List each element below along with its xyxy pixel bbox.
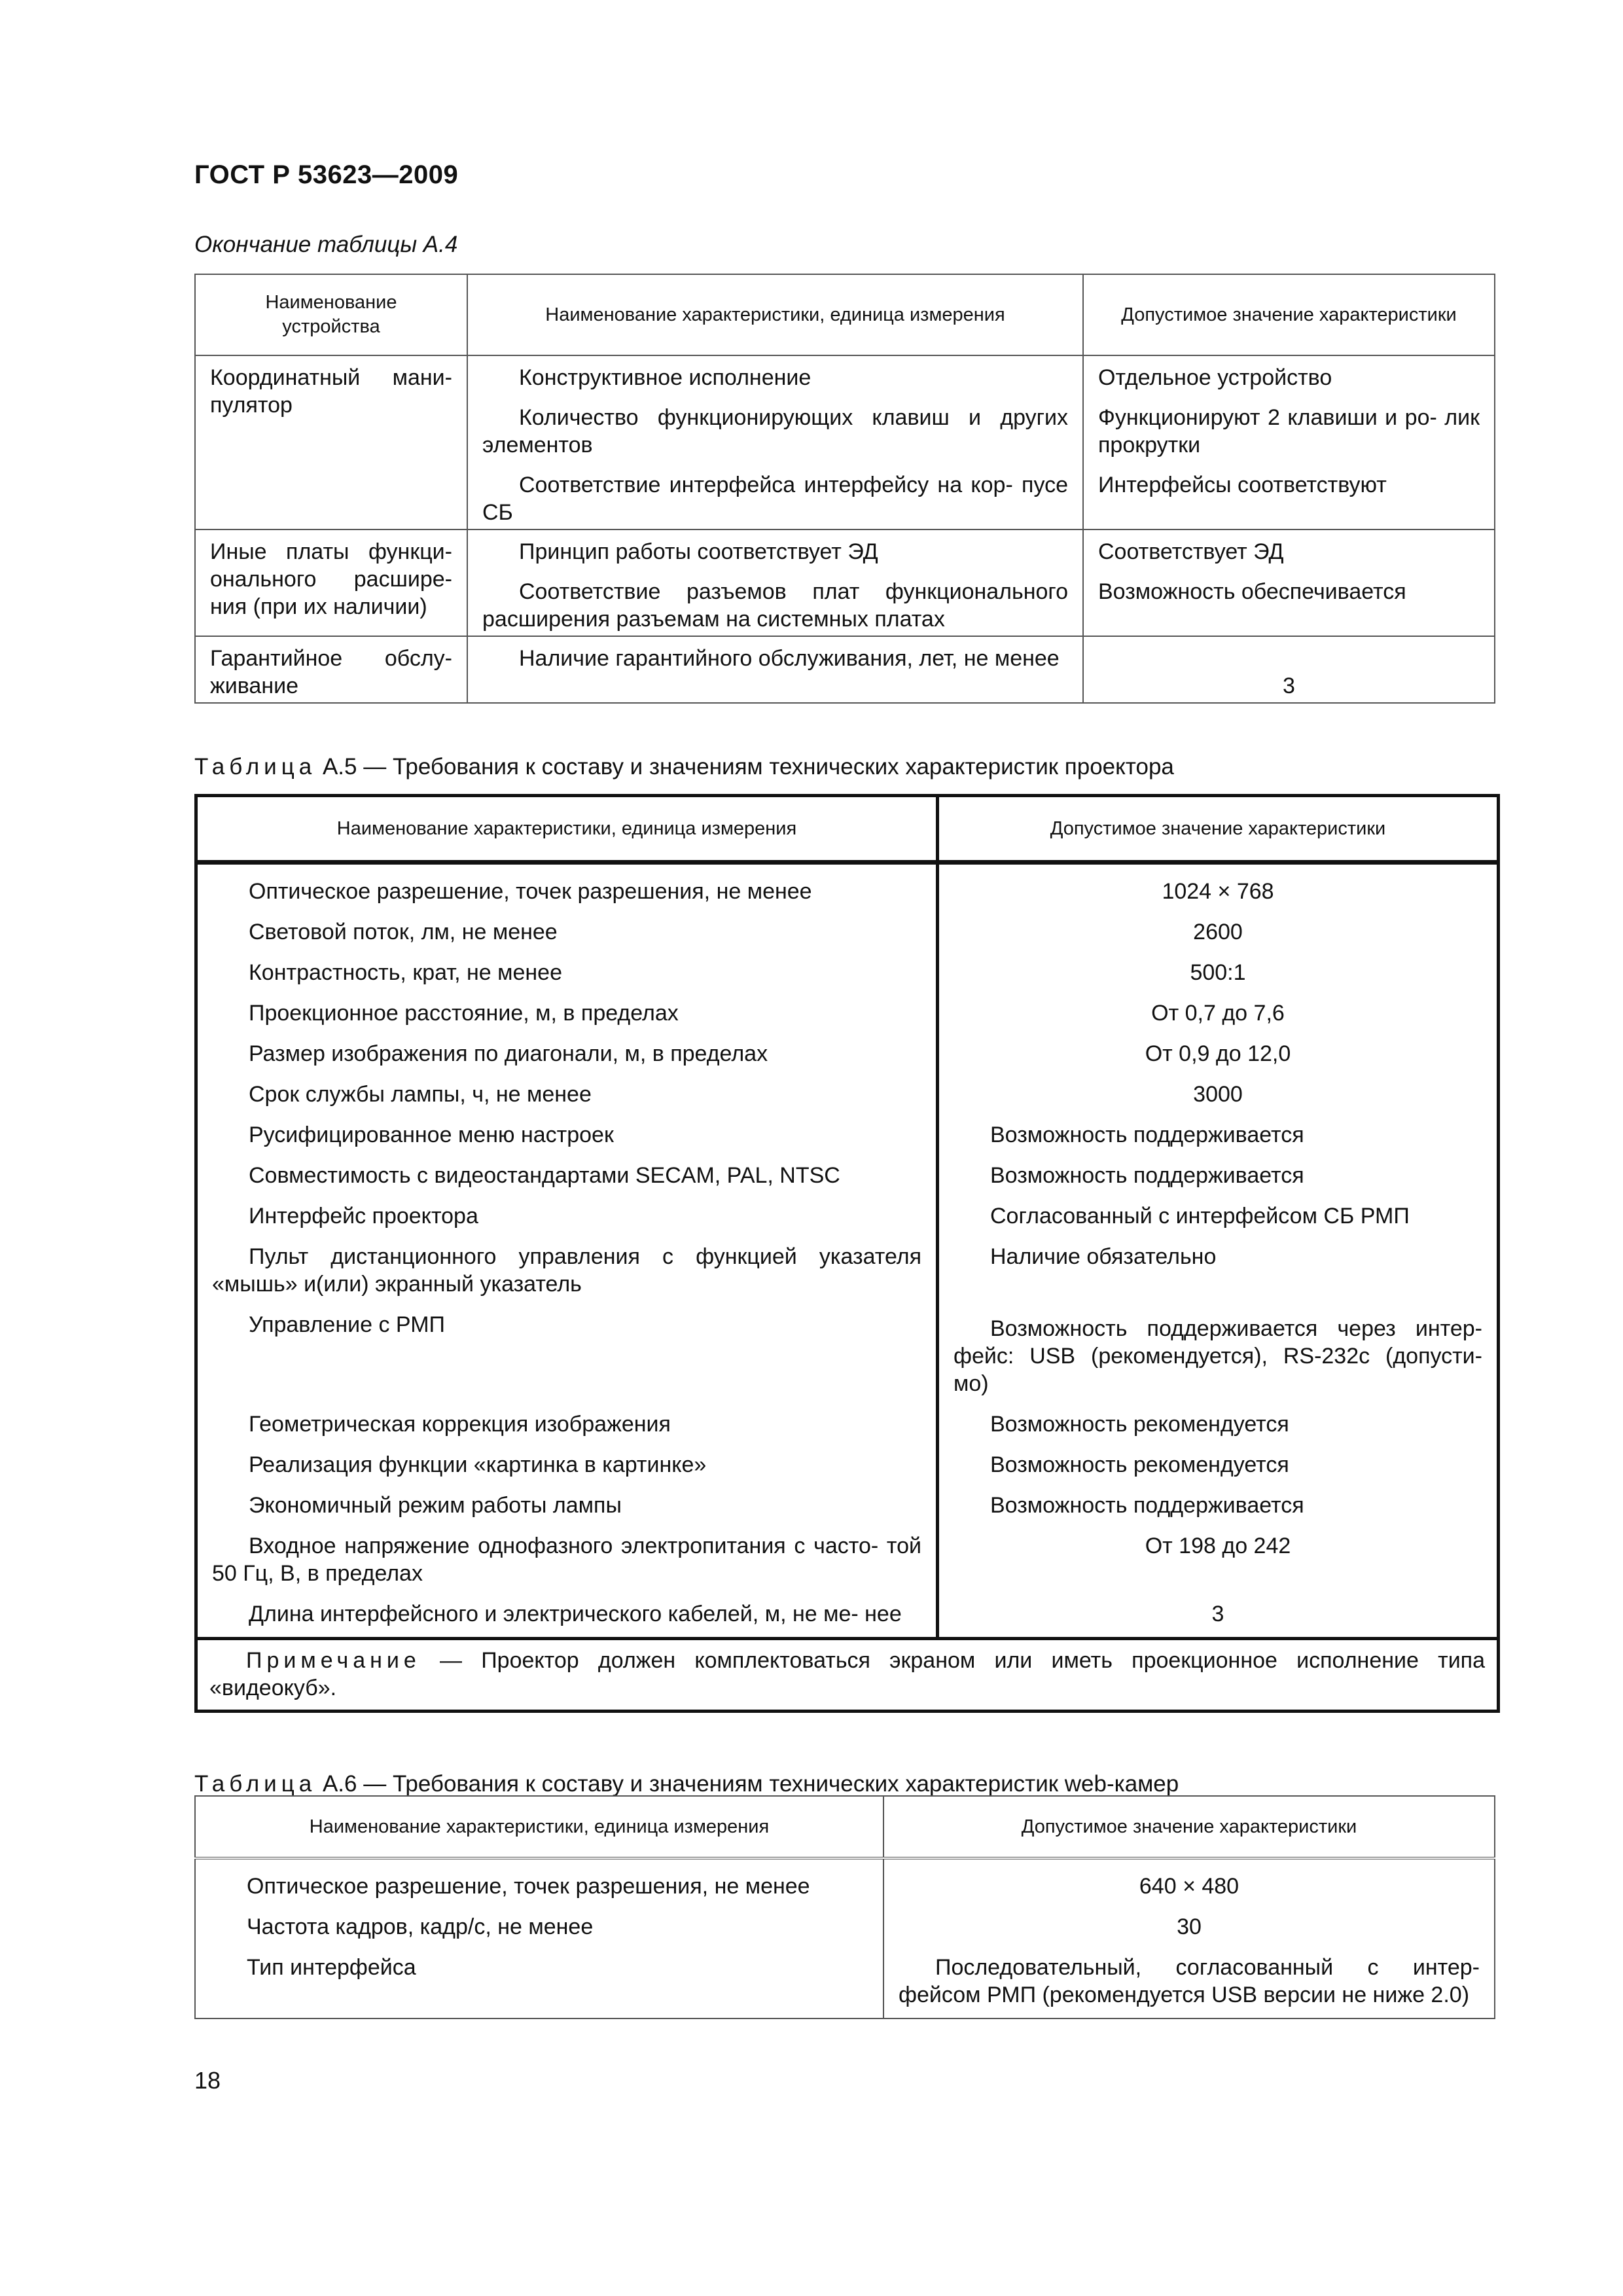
table-a5 [194, 794, 1500, 1713]
characteristic-value: От 198 до 242 [938, 1528, 1499, 1596]
table-row [195, 1909, 1495, 1950]
characteristic-name: Совместимость с видеостандартами SECAM, PAL, NTSC [249, 1163, 840, 1188]
characteristic-value: Соответствует ЭД [1098, 539, 1284, 564]
table-row [196, 1117, 1499, 1158]
characteristic-value: Возможность поддерживается [938, 1158, 1499, 1198]
table-row [196, 863, 1499, 915]
characteristic-value: 640 × 480 [883, 1858, 1495, 1909]
characteristic-name: Проекционное расстояние, м, в пределах [249, 1001, 679, 1026]
characteristic-name: Экономичный режим работы лампы [249, 1493, 622, 1518]
table-row [196, 1488, 1499, 1528]
characteristic-value: От 0,9 до 12,0 [938, 1036, 1499, 1077]
value-cell [1083, 636, 1495, 703]
characteristic-name: Соответствие интерфейса интерфейсу на кор- пусе СБ [482, 473, 1068, 525]
characteristic-cell [467, 529, 1083, 636]
table-row [196, 1596, 1499, 1639]
characteristic-value: Интерфейсы соответствуют [1098, 473, 1387, 497]
characteristic-name: Длина интерфейсного и электрического кабелей, м, не ме- нее [249, 1602, 902, 1626]
characteristic-name: Реализация функции «картинка в картинке» [249, 1452, 707, 1477]
characteristic-name: Частота кадров, кадр/с, не менее [247, 1914, 594, 1939]
table-a4-caption: Окончание таблицы А.4 [194, 232, 458, 257]
characteristic-value: Функционируют 2 клавиши и ро- лик прокрутки [1098, 405, 1480, 457]
characteristic-value: 30 [883, 1909, 1495, 1950]
characteristic-name: Конструктивное исполнение [519, 365, 812, 390]
device-name: Гарантийное обслу- живание [210, 646, 452, 698]
characteristic-value: 3 [938, 1596, 1499, 1639]
column-header-device: Наименование устройства [195, 274, 467, 355]
table-row [196, 1036, 1499, 1077]
table-a6 [194, 1795, 1495, 2019]
characteristic-name: Принцип работы соответствует ЭД [519, 539, 878, 564]
characteristic-value: 2600 [938, 914, 1499, 955]
table-label: Таблица [194, 1771, 317, 1797]
table-title: А.5 — Требования к составу и значениям технических характеристик проектора [316, 754, 1174, 780]
characteristic-value: Возможность рекомендуется [938, 1407, 1499, 1447]
table-row [196, 1198, 1499, 1239]
table-a6-caption [194, 1771, 1179, 1797]
table-note-row [196, 1639, 1499, 1712]
page-number: 18 [194, 2067, 221, 2094]
characteristic-value: Отдельное устройство [1098, 365, 1332, 390]
characteristic-value: Возможность поддерживается через интер- фейс: USB (рекомендуется), RS-232c (допусти- мо) [938, 1307, 1499, 1407]
value-cell [1083, 529, 1495, 636]
table-note [196, 1639, 1499, 1712]
characteristic-name: Оптическое разрешение, точек разрешения, не менее [247, 1874, 810, 1899]
column-header-characteristic: Наименование характеристики, единица измерения [195, 1796, 883, 1858]
characteristic-name: Наличие гарантийного обслуживания, лет, не менее [519, 646, 1060, 671]
characteristic-name: Количество функционирующих клавиш и других элементов [482, 405, 1068, 457]
table-header-row [195, 1796, 1495, 1858]
characteristic-name: Русифицированное меню настроек [249, 1122, 614, 1147]
characteristic-value: 1024 × 768 [938, 863, 1499, 915]
table-title: А.6 — Требования к составу и значениям технических характеристик web-камер [316, 1771, 1179, 1797]
table-label: Таблица [194, 754, 317, 780]
table-row [195, 529, 1495, 636]
table-row [196, 955, 1499, 996]
note-label: Примечание [246, 1648, 421, 1673]
characteristic-value: Наличие обязательно [938, 1239, 1499, 1307]
table-row [195, 636, 1495, 703]
value-cell [1083, 355, 1495, 529]
characteristic-name: Тип интерфейса [247, 1955, 416, 1980]
characteristic-value: Возможность поддерживается [938, 1488, 1499, 1528]
characteristic-name: Световой поток, лм, не менее [249, 920, 558, 944]
column-header-characteristic: Наименование характеристики, единица измерения [196, 796, 938, 863]
table-row [196, 1158, 1499, 1198]
document-header: ГОСТ Р 53623—2009 [194, 160, 459, 189]
characteristic-cell [467, 636, 1083, 703]
table-row [196, 1528, 1499, 1596]
characteristic-value: Последовательный, согласованный с интер- фейсом РМП (рекомендуется USB версии не ниже 2.0) [883, 1950, 1495, 2018]
column-header-value: Допустимое значение характеристики [938, 796, 1499, 863]
characteristic-cell [467, 355, 1083, 529]
table-header-row [195, 274, 1495, 355]
characteristic-name: Пульт дистанционного управления с функцией указателя «мышь» и(или) экранный указатель [212, 1244, 921, 1297]
table-row [195, 1858, 1495, 1909]
table-row [196, 1407, 1499, 1447]
column-header-characteristic: Наименование характеристики, единица измерения [467, 274, 1083, 355]
characteristic-name: Интерфейс проектора [249, 1204, 478, 1229]
note-text: — Проектор должен комплектоваться экраном или иметь проекционное исполнение типа «видеокуб». [209, 1648, 1485, 1700]
characteristic-name: Оптическое разрешение, точек разрешения, не менее [249, 879, 812, 904]
table-row [195, 1950, 1495, 2018]
table-header-row [196, 796, 1499, 863]
characteristic-value: 3 [1283, 673, 1295, 698]
table-row [196, 1077, 1499, 1117]
characteristic-name: Размер изображения по диагонали, м, в пределах [249, 1041, 768, 1066]
table-row [195, 355, 1495, 529]
characteristic-value: 3000 [938, 1077, 1499, 1117]
device-cell [195, 529, 467, 636]
characteristic-value: Согласованный с интерфейсом СБ РМП [938, 1198, 1499, 1239]
characteristic-value: 500:1 [938, 955, 1499, 996]
table-row [196, 1307, 1499, 1407]
device-cell [195, 636, 467, 703]
table-row [196, 1239, 1499, 1307]
device-cell [195, 355, 467, 529]
column-header-value: Допустимое значение характеристики [883, 1796, 1495, 1858]
characteristic-name: Контрастность, крат, не менее [249, 960, 562, 985]
characteristic-name: Геометрическая коррекция изображения [249, 1412, 671, 1437]
characteristic-name: Срок службы лампы, ч, не менее [249, 1082, 592, 1107]
table-row [196, 996, 1499, 1036]
table-row [196, 914, 1499, 955]
characteristic-name: Входное напряжение однофазного электропитания с часто- той 50 Гц, В, в пределах [212, 1534, 921, 1586]
characteristic-name: Соответствие разъемов плат функционального расширения разъемам на системных платах [482, 579, 1068, 632]
table-row [196, 1447, 1499, 1488]
characteristic-value: Возможность рекомендуется [938, 1447, 1499, 1488]
column-header-value: Допустимое значение характеристики [1083, 274, 1495, 355]
table-a5-caption [194, 754, 1174, 780]
characteristic-value: Возможность поддерживается [938, 1117, 1499, 1158]
table-a4 [194, 274, 1495, 704]
characteristic-value: Возможность обеспечивается [1098, 579, 1406, 604]
device-name: Координатный мани- пулятор [210, 365, 452, 418]
characteristic-name: Управление с РМП [249, 1312, 445, 1337]
characteristic-value: От 0,7 до 7,6 [938, 996, 1499, 1036]
device-name: Иные платы функци- онального расшире- ния (при их наличии) [210, 539, 452, 619]
